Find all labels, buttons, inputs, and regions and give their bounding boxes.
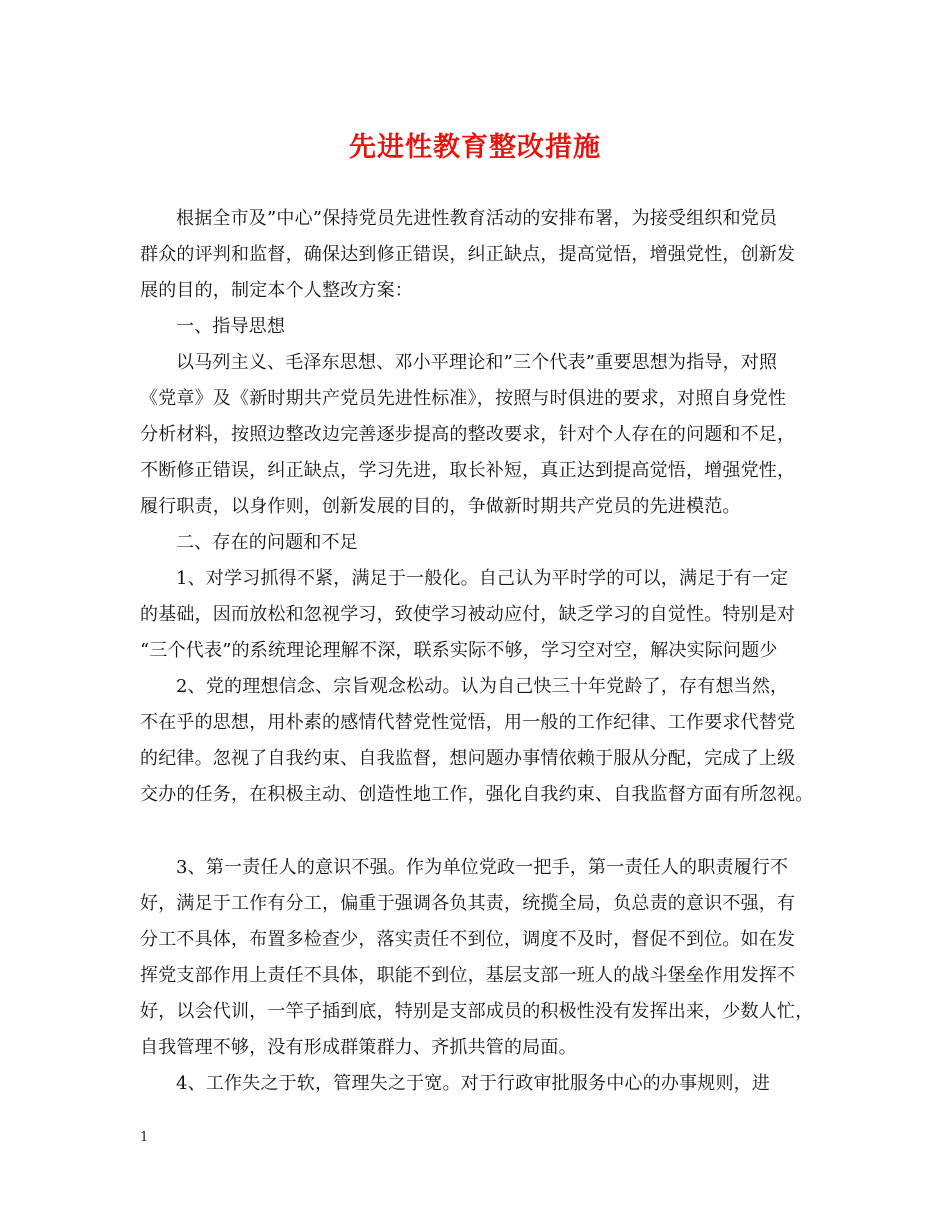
paragraph-line: 自我管理不够，没有形成群策群力、齐抓共管的局面。: [140, 1037, 577, 1058]
paragraph-line: 的基础，因而放松和忽视学习，致使学习被动应付，缺乏学习的自觉性。特别是对: [140, 604, 796, 625]
document-title: 先进性教育整改措施: [349, 132, 601, 163]
paragraph-line: 履行职责，以身作则，创新发展的目的，争做新时期共产党员的先进模范。: [140, 496, 741, 517]
paragraph-line: 根据全市及”中心”保持党员先进性教育活动的安排布署，为接受组织和党员: [176, 208, 778, 229]
paragraph-line: 以马列主义、毛泽东思想、邓小平理论和”三个代表”重要思想为指导，对照: [176, 352, 778, 373]
paragraph-line: 2、党的理想信念、宗旨观念松动。认为自己快三十年党龄了，存有想当然，: [176, 676, 789, 697]
paragraph-line: “三个代表”的系统理论理解不深，联系实际不够，学习空对空，解决实际问题少: [140, 640, 778, 661]
paragraph-line: 好，满足于工作有分工，偏重于强调各负其责，统揽全局，负总责的意识不强，有: [140, 893, 796, 914]
paragraph-line: 不在乎的思想，用朴素的感情代替党性觉悟，用一般的工作纪律、工作要求代替党: [140, 712, 796, 733]
page-number: 1: [140, 1130, 149, 1145]
paragraph-line: 3、第一责任人的意识不强。作为单位党政一把手，第一责任人的职责履行不: [176, 857, 789, 878]
section-heading: 一、指导思想: [176, 316, 286, 337]
paragraph-line: 交办的任务，在积极主动、创造性地工作，强化自我约束、自我监督方面有所忽视。: [140, 784, 814, 805]
paragraph-line: 分析材料，按照边整改边完善逐步提高的整改要求，针对个人存在的问题和不足，: [140, 424, 796, 445]
paragraph-line: 《党章》及《新时期共产党员先进性标准》，按照与时俱进的要求，对照自身党性: [140, 388, 787, 409]
paragraph-line: 4、工作失之于软，管理失之于宽。对于行政审批服务中心的办事规则，进: [176, 1073, 771, 1094]
paragraph-line: 分工不具体，布置多检查少，落实责任不到位，调度不及时，督促不到位。如在发: [140, 929, 796, 950]
section-heading: 二、存在的问题和不足: [176, 532, 358, 553]
paragraph-line: 的纪律。忽视了自我约束、自我监督，想问题办事情依赖于服从分配，完成了上级: [140, 748, 796, 769]
paragraph-line: 好，以会代训，一竿子插到底，特别是支部成员的积极性没有发挥出来，少数人忙，: [140, 1001, 814, 1022]
paragraph-line: 挥党支部作用上责任不具体，职能不到位，基层支部一班人的战斗堡垒作用发挥不: [140, 965, 796, 986]
paragraph-line: 展的目的，制定本个人整改方案：: [140, 280, 413, 301]
paragraph-line: 不断修正错误，纠正缺点，学习先进，取长补短，真正达到提高觉悟，增强党性，: [140, 460, 796, 481]
paragraph-line: 群众的评判和监督，确保达到修正错误，纠正缺点，提高觉悟，增强党性，创新发: [140, 244, 796, 265]
paragraph-line: 1、对学习抓得不紧，满足于一般化。自己认为平时学的可以，满足于有一定: [176, 568, 789, 589]
